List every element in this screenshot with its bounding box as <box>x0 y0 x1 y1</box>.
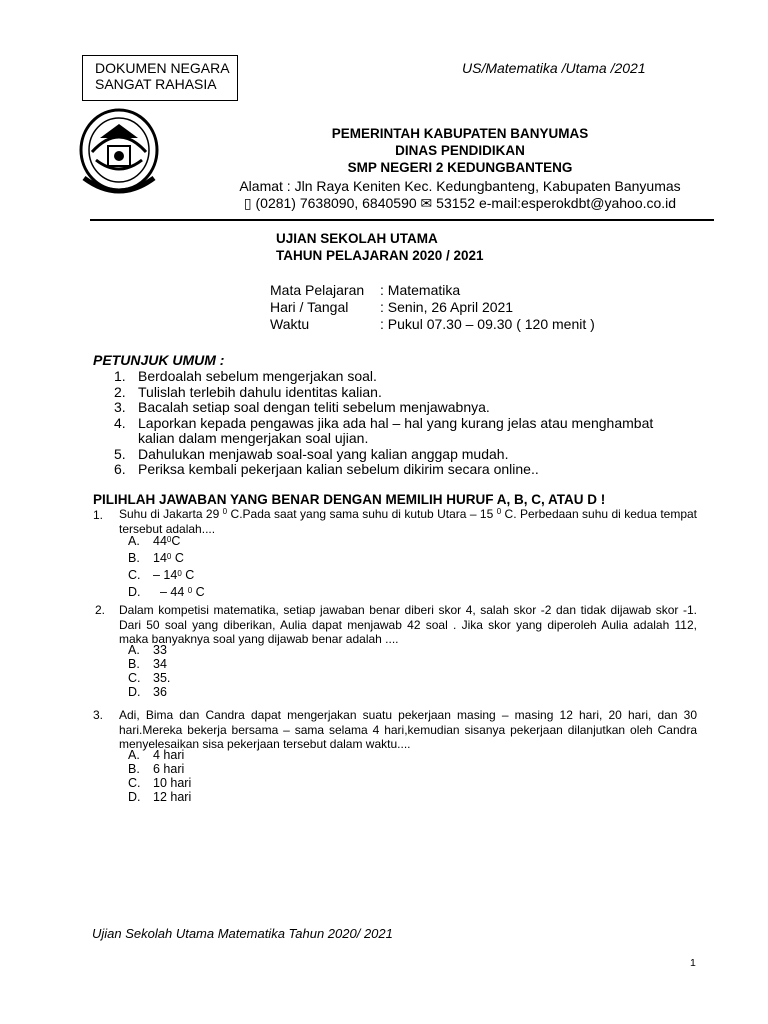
question-number: 2. <box>95 603 106 617</box>
answer-option[interactable]: C. 35. <box>128 671 171 685</box>
answer-option[interactable]: D. 36 <box>128 685 167 699</box>
instruction-item: 4. Laporkan kepada pengawas jika ada hal – hal yang kurang jelas atau menghambat <box>114 414 654 431</box>
question-text: Suhu di Jakarta 29 $^0$ C.Pada saat yang sama suhu di kutub Utara – 15 $^0$ C. Perbedaan suhu di kedua tempat tersebut adalah.... <box>119 507 698 536</box>
instruction-item: 3. Bacalah setiap soal dengan teliti sebelum menjawabnya. <box>114 399 490 415</box>
exam-year: TAHUN PELAJARAN 2020 / 2021 <box>276 248 484 263</box>
answer-option[interactable]: A. 33 <box>128 643 167 657</box>
section-title: PILIHLAH JAWABAN YANG BENAR DENGAN MEMILIH HURUF A, B, C, ATAU D ! <box>93 492 606 507</box>
answer-options <box>128 643 170 699</box>
exam-info-label: Hari / Tangal <box>270 299 349 315</box>
exam-info-row <box>270 282 595 299</box>
footer-text: Ujian Sekolah Utama Matematika Tahun 2020/ 2021 <box>92 926 393 941</box>
exam-info-value: : Matematika <box>380 282 461 298</box>
department-name: DINAS PENDIDIKAN <box>395 143 525 158</box>
exam-info-value: : Senin, 26 April 2021 <box>380 299 514 315</box>
instruction-item: 1. Berdoalah sebelum mengerjakan soal. <box>114 368 377 384</box>
answer-options <box>128 748 191 804</box>
instruction-item: kalian dalam mengerjakan soal ujian. <box>138 430 369 446</box>
instructions-heading: PETUNJUK UMUM : <box>93 352 225 368</box>
district-emblem-logo <box>78 108 160 194</box>
page-number: 1 <box>690 957 696 969</box>
answer-option[interactable]: A. $44^0C$ <box>128 534 181 548</box>
school-contact: ▯ (0281) 7638090, 6840590 ✉ 53152 e-mail:esperokdbt@yahoo.co.id <box>243 195 677 211</box>
exam-info-table <box>270 282 595 333</box>
instruction-item: 5. Dahulukan menjawab soal-soal yang kalian anggap mudah. <box>114 445 509 462</box>
document-code: US/Matematika /Utama /2021 <box>462 60 646 76</box>
answer-option[interactable]: B. $14^0$ C <box>128 551 184 565</box>
exam-info-row <box>270 299 595 316</box>
government-name: PEMERINTAH KABUPATEN BANYUMAS <box>331 126 589 141</box>
classification-line-2: SANGAT RAHASIA <box>95 76 217 92</box>
question-text: Dalam kompetisi matematika, setiap jawaban benar diberi skor 4, salah skor -2 dan tidak dijawab skor -1. Dari 50 soal yang diberikan, Aulia dapat menjawab 42 soal . Jika skor yang diperoleh Aulia adalah 112, maka banyaknya soal yang dijawab benar adalah .... <box>119 603 697 646</box>
classification-line-1: DOKUMEN NEGARA <box>95 60 230 76</box>
question-text: Adi, Bima dan Candra dapat mengerjakan suatu pekerjaan masing – masing 12 hari, 20 hari, dan 30 hari.Mereka bekerja bersama – sama selama 4 hari,kemudian sisanya pekerjaan dilanjutkan oleh Candra menyelesaikan sisa pekerjaan tersebut dalam waktu.... <box>119 708 697 751</box>
exam-info-label: Mata Pelajaran <box>270 282 365 298</box>
exam-info-value: : Pukul 07.30 – 09.30 ( 120 menit ) <box>380 316 595 332</box>
answer-option[interactable]: C. 10 hari <box>128 776 192 790</box>
answer-option[interactable]: D. – 44 $^0$ C <box>128 585 205 599</box>
exam-info-row <box>270 316 595 333</box>
answer-option[interactable]: B. 6 hari <box>128 762 185 776</box>
school-address: Alamat : Jln Raya Keniten Kec. Kedungbanteng, Kabupaten Banyumas <box>239 178 681 194</box>
answer-options <box>128 534 205 601</box>
instruction-item: 6. Periksa kembali pekerjaan kalian sebelum dikirim secara online.. <box>114 461 539 477</box>
answer-option[interactable]: B. 34 <box>128 657 167 671</box>
exam-title: UJIAN SEKOLAH UTAMA <box>276 231 438 246</box>
header-divider <box>90 219 714 221</box>
classification-box <box>82 55 238 101</box>
answer-option[interactable]: A. 4 hari <box>128 748 185 762</box>
exam-info-label: Waktu <box>270 316 310 332</box>
answer-option[interactable]: C. – $14^0$ C <box>128 568 195 582</box>
school-name: SMP NEGERI 2 KEDUNGBANTENG <box>347 160 573 175</box>
question-number: 1. <box>93 508 104 522</box>
instructions-list <box>114 369 653 478</box>
question-number: 3. <box>93 708 104 722</box>
answer-option[interactable]: D. 12 hari <box>128 790 192 804</box>
instruction-item: 2. Tulislah terlebih dahulu identitas kalian. <box>114 383 382 400</box>
